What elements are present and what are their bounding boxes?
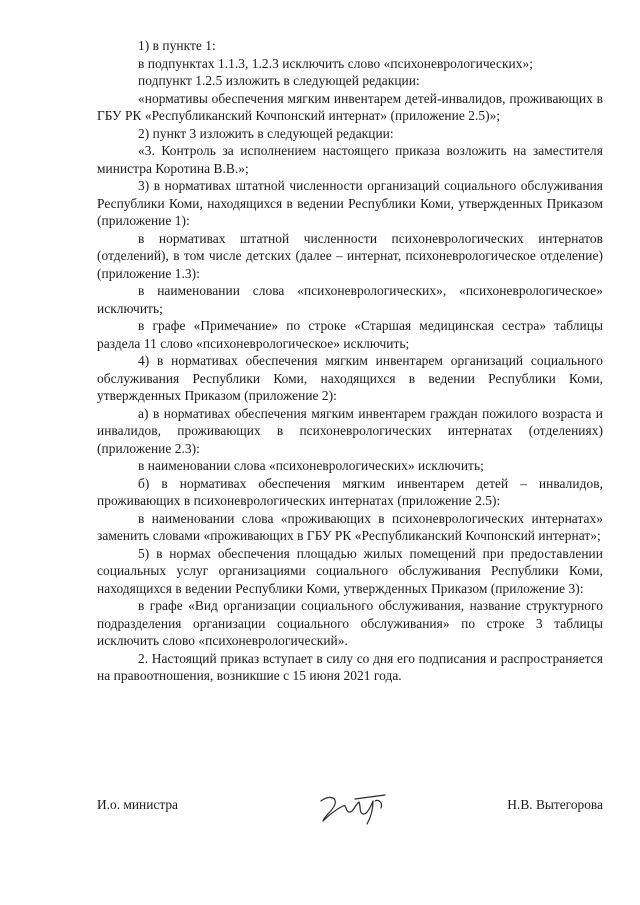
paragraph-4: «нормативы обеспечения мягким инвентарем детей-инвалидов, проживающих в ГБУ РК «Республиканский Кочпонский интернат» (приложение 2.5)»;: [97, 90, 603, 123]
signatory-role: И.о. министра: [97, 797, 178, 812]
signatory-name: Н.В. Вытегорова: [507, 797, 603, 812]
paragraph-8: в нормативах штатной численности психоневрологических интернатов (отделений), в том числе детских (далее – интернат, психоневрологическое отделение) (приложение 1.3):: [97, 230, 603, 281]
paragraph-6: «3. Контроль за исполнением настоящего приказа возложить на заместителя министра Коротина В.В.»;: [97, 143, 603, 176]
paragraph-17: в графе «Вид организации социального обслуживания, название структурного подразделения организации социального обслуживания» по строке 3 таблицы исключить слово «психоневрологический».: [97, 598, 603, 648]
paragraph-14: б) в нормативах обеспечения мягким инвентарем детей – инвалидов, проживающих в психоневрологических интернатах (приложение 2.5):: [97, 475, 603, 508]
document-body: [97, 37, 603, 685]
signature-block: [97, 791, 603, 831]
paragraph-11: 4) в нормативах обеспечения мягким инвентарем организаций социального обслуживания Республики Коми, находящихся в ведении Республики Коми, утвержденных Приказом (приложение 2):: [97, 353, 603, 403]
paragraph-3: подпункт 1.2.5 изложить в следующей редакции:: [138, 73, 420, 88]
paragraph-12: а) в нормативах обеспечения мягким инвентарем граждан пожилого возраста и инвалидов, проживающих в психоневрологических интернатах (отделениях) (приложение 2.3):: [97, 405, 603, 456]
paragraph-5: 2) пункт 3 изложить в следующей редакции:: [138, 125, 394, 141]
paragraph-18: 2. Настоящий приказ вступает в силу со дня его подписания и распространяется на правоотношения, возникшие с 15 июня 2021 года.: [97, 650, 603, 683]
paragraph-9: в наименовании слова «психоневрологических», «психоневрологическое» исключить;: [97, 283, 603, 316]
paragraph-2: в подпунктах 1.1.3, 1.2.3 исключить слово «психоневрологических»;: [138, 55, 534, 71]
paragraph-15: в наименовании слова «проживающих в психоневрологических интернатах» заменить словами «проживающих в ГБУ РК «Республиканский Кочпонский интернат»;: [97, 510, 603, 543]
paragraph-16: 5) в нормах обеспечения площадью жилых помещений при предоставлении социальных услуг организациями социального обслуживания Республики Коми, находящихся в ведении Республики Коми, утвержденных Приказом (приложение 3):: [97, 545, 603, 596]
paragraph-7: 3) в нормативах штатной численности организаций социального обслуживания Республики Коми, находящихся в ведении Республики Коми, утвержденных Приказом (приложение 1):: [97, 178, 603, 228]
paragraph-10: в графе «Примечание» по строке «Старшая медицинская сестра» таблицы раздела 11 слово «психоневрологическое» исключить;: [97, 318, 603, 351]
handwritten-signature: [315, 791, 393, 825]
paragraph-13: в наименовании слова «психоневрологических» исключить;: [138, 458, 484, 473]
paragraph-1: 1) в пункте 1:: [138, 38, 216, 53]
